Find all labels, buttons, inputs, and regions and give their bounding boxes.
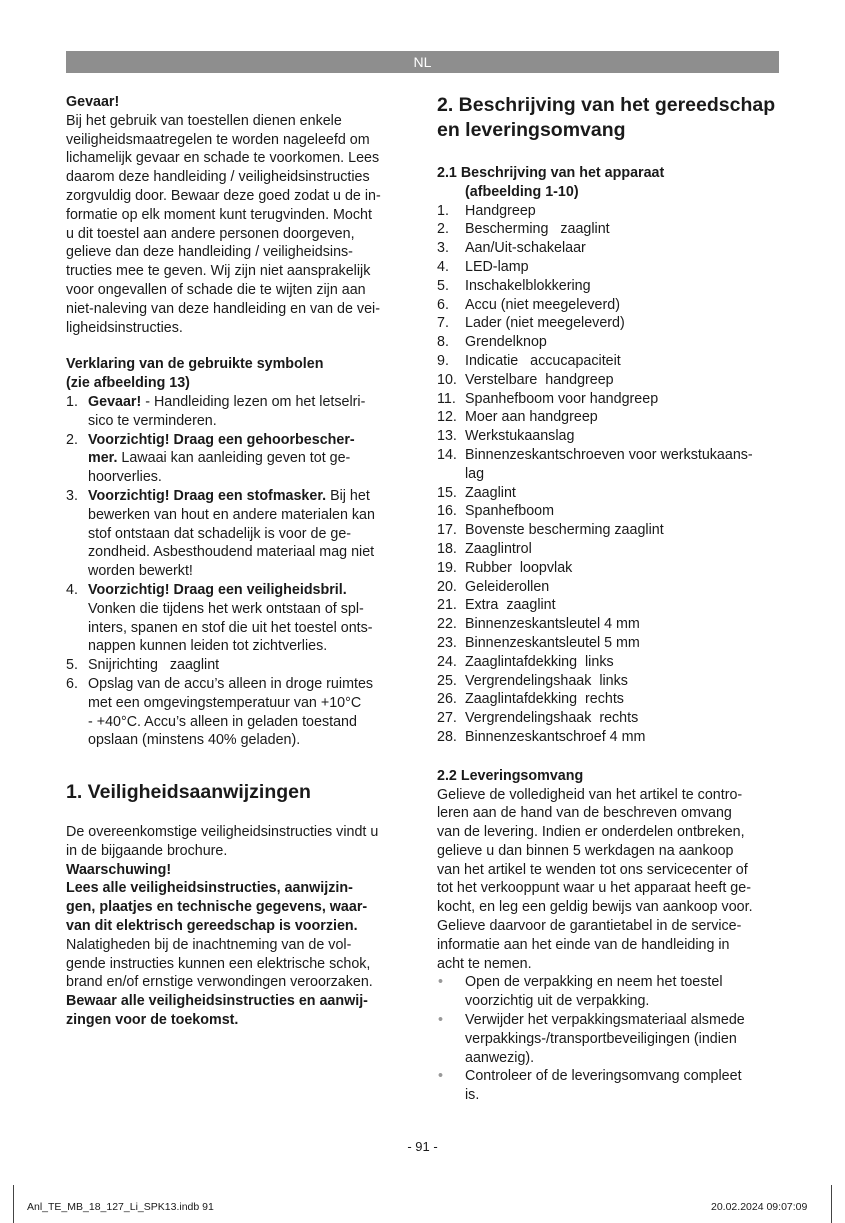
text-line: acht te nemen. (437, 955, 532, 972)
bullet-dot-icon: • (438, 974, 444, 991)
symbol-bold-text: mer. (88, 450, 118, 467)
page-number: - 91 - (407, 1139, 438, 1154)
part-label (465, 615, 782, 634)
part-number: 24. (437, 653, 457, 670)
bullet-item (437, 1067, 782, 1105)
symbol-bold-text: Gevaar! (88, 393, 142, 410)
part-label (465, 484, 782, 503)
text-line: niet-naleving van deze handleiding en van de vei- (66, 300, 380, 317)
part-label (465, 540, 782, 559)
part-number: 6. (437, 296, 449, 313)
part-label-line: Verstelbare handgreep (465, 371, 614, 388)
text-line: Nalatigheden bij de inachtneming van de vol- (66, 936, 352, 953)
part-label (465, 296, 782, 315)
part-number: 5. (437, 277, 449, 294)
part-label-line: Zaaglintafdekking rechts (465, 691, 624, 708)
danger-text (66, 112, 411, 338)
symbol-item (66, 675, 411, 750)
part-item (437, 653, 782, 672)
text-line: De overeenkomstige veiligheidsinstructies vindt u (66, 824, 379, 841)
part-number: 19. (437, 559, 457, 576)
symbol-text (88, 656, 411, 675)
text-line: en leveringsomvang (437, 119, 626, 141)
symbol-plain-text: - +40°C. Accu’s alleen in geladen toestand (88, 713, 357, 730)
part-label (465, 728, 782, 747)
section1-title: 1. Veiligheidsaanwijzingen (66, 781, 311, 804)
sub21-title (437, 164, 782, 202)
text-line: Gelieve de volledigheid van het artikel te contro- (437, 786, 743, 803)
bullet-text-line: Verwijder het verpakkingsmateriaal alsmede (465, 1012, 745, 1029)
part-item (437, 559, 782, 578)
bullet-text-line: Controleer of de leveringsomvang compleet (465, 1068, 742, 1085)
symbol-plain-text: Opslag van de accu’s alleen in droge ruimtes (88, 675, 374, 692)
symbol-plain-text: Lawaai kan aanleiding geven tot ge- (117, 450, 351, 467)
part-label (465, 427, 782, 446)
part-item (437, 709, 782, 728)
part-item (437, 277, 782, 296)
symbol-line (88, 412, 411, 431)
symbol-line (88, 581, 411, 600)
text-line: 2. Beschrijving van het gereedschap (437, 94, 776, 116)
symbol-plain-text: - Handleiding lezen om het letselri- (141, 393, 366, 410)
part-item (437, 446, 782, 484)
part-label (465, 446, 782, 484)
text-line: Verklaring van de gebruikte symbolen (66, 356, 324, 373)
bullet-text (465, 1011, 782, 1067)
sub22-text (437, 786, 782, 974)
part-label (465, 390, 782, 409)
text-line: brand en/of ernstige verwondingen veroorzaken. (66, 974, 373, 991)
part-number: 13. (437, 428, 457, 445)
part-item (437, 596, 782, 615)
symbols-title (66, 355, 411, 393)
symbol-item (66, 487, 411, 581)
part-label-line: Binnenzeskantsleutel 4 mm (465, 616, 640, 633)
part-item (437, 239, 782, 258)
bullet-text-line: verpakkings-/transportbeveiligingen (indien (465, 1030, 737, 1047)
keep-instructions-text (66, 992, 411, 1030)
part-label (465, 352, 782, 371)
crop-mark-left (13, 1185, 14, 1223)
part-number: 28. (437, 728, 457, 745)
left-column (66, 93, 411, 1030)
part-item (437, 390, 782, 409)
sub21-title-line: (afbeelding 1-10) (465, 183, 579, 200)
symbol-number: 3. (66, 487, 78, 504)
symbol-plain-text: nappen kunnen leiden tot zichtverlies. (88, 638, 328, 655)
part-label-line: Aan/Uit-schakelaar (465, 240, 586, 257)
danger-title: Gevaar! (66, 94, 120, 110)
text-line: van dit elektrisch gereedschap is voorzien. (66, 918, 358, 935)
text-line: leren aan de hand van de beschreven omvang (437, 805, 732, 822)
symbol-plain-text: stof ontstaan dat schadelijk is voor de ge- (88, 525, 352, 542)
symbol-bold-text: Voorzichtig! Draag een gehoorbescher- (88, 431, 355, 448)
part-label-line: Rubber loopvlak (465, 559, 573, 576)
symbol-line (88, 731, 411, 750)
part-item (437, 634, 782, 653)
part-label-line: Zaaglint (465, 484, 516, 501)
symbol-line (88, 393, 411, 412)
warning-text (66, 936, 411, 992)
text-line: gelieve u dan binnen 5 werkdagen na aankoop (437, 842, 734, 859)
bullet-item (437, 1011, 782, 1067)
text-line: Lees alle veiligheidsinstructies, aanwijzin- (66, 880, 353, 897)
part-label (465, 277, 782, 296)
bullets-list (437, 973, 782, 1105)
part-item (437, 220, 782, 239)
part-item (437, 333, 782, 352)
bullet-dot-icon: • (438, 1012, 444, 1029)
part-label (465, 408, 782, 427)
section1-intro (66, 823, 411, 861)
part-label (465, 709, 782, 728)
part-label (465, 314, 782, 333)
text-line: gende instructies kunnen een elektrische schok, (66, 955, 371, 972)
part-label (465, 239, 782, 258)
part-label-line: Bovenste bescherming zaaglint (465, 522, 664, 539)
part-number: 26. (437, 691, 457, 708)
part-item (437, 408, 782, 427)
part-label-line: Lader (niet meegeleverd) (465, 315, 625, 332)
symbol-number: 4. (66, 581, 78, 598)
symbol-plain-text: Vonken die tijdens het werk ontstaan of spl- (88, 600, 364, 617)
part-label-line: Indicatie accucapaciteit (465, 352, 621, 369)
part-number: 11. (437, 390, 456, 407)
text-line: zingen voor de toekomst. (66, 1012, 239, 1029)
bullet-text (465, 1067, 782, 1105)
part-label-line: Werkstukaanslag (465, 428, 575, 445)
symbol-number: 1. (66, 393, 78, 410)
part-item (437, 672, 782, 691)
part-label (465, 578, 782, 597)
symbol-text (88, 581, 411, 656)
symbol-plain-text: hoorverlies. (88, 469, 162, 486)
symbol-line (88, 619, 411, 638)
text-line: Bewaar alle veiligheidsinstructies en aanwij- (66, 993, 368, 1010)
part-number: 22. (437, 616, 457, 633)
part-label-line: Moer aan handgreep (465, 409, 598, 426)
bullet-text-line: Open de verpakking en neem het toestel (465, 974, 723, 991)
text-line: (zie afbeelding 13) (66, 375, 190, 392)
part-item (437, 371, 782, 390)
part-item (437, 258, 782, 277)
part-item (437, 484, 782, 503)
symbol-line (88, 449, 411, 468)
language-header-bar (66, 51, 779, 73)
symbol-plain-text: bewerken van hout en andere materialen kan (88, 506, 375, 523)
part-number: 18. (437, 540, 457, 557)
text-line: tructies mee te geven. Wij zijn niet aansprakelijk (66, 263, 371, 280)
sub22-title: 2.2 Leveringsomvang (437, 767, 584, 784)
part-number: 27. (437, 710, 457, 727)
part-label (465, 371, 782, 390)
part-label (465, 202, 782, 221)
symbol-bold-text: Voorzichtig! Draag een veiligheidsbril. (88, 581, 347, 598)
part-label-line: Grendelknop (465, 334, 547, 351)
bullet-text-line: is. (465, 1087, 480, 1104)
symbol-text (88, 431, 411, 487)
language-label: NL (413, 54, 432, 70)
symbol-line (88, 487, 411, 506)
bullet-text-line: aanwezig). (465, 1049, 535, 1066)
part-label-line: Zaaglintafdekking links (465, 653, 614, 670)
part-label (465, 672, 782, 691)
symbol-line (88, 543, 411, 562)
symbol-line (88, 637, 411, 656)
text-line: daarom deze handleiding / veiligheidsinstructies (66, 169, 370, 186)
part-label (465, 690, 782, 709)
symbol-bold-text: Voorzichtig! Draag een stofmasker. (88, 487, 327, 504)
part-label-line: Spanhefboom (465, 503, 555, 520)
part-label (465, 634, 782, 653)
warning-bold-text (66, 879, 411, 935)
symbol-plain-text: opslaan (minstens 40% geladen). (88, 732, 301, 749)
text-line: Gelieve daarvoor de garantietabel in de service- (437, 918, 742, 935)
part-label (465, 258, 782, 277)
symbol-number: 5. (66, 657, 78, 674)
part-label (465, 333, 782, 352)
text-line: veiligheidsmaatregelen te worden nageleefd om (66, 131, 370, 148)
part-label-line: Spanhefboom voor handgreep (465, 390, 659, 407)
symbol-line (88, 713, 411, 732)
part-number: 3. (437, 240, 449, 257)
warning-title: Waarschuwing! (66, 861, 172, 878)
part-label (465, 502, 782, 521)
text-line: in de bijgaande brochure. (66, 842, 228, 859)
text-line: ligheidsinstructies. (66, 319, 183, 336)
symbol-item (66, 431, 411, 487)
part-item (437, 578, 782, 597)
section2-title (437, 93, 782, 143)
part-number: 21. (437, 597, 457, 614)
part-number: 14. (437, 446, 457, 463)
part-number: 17. (437, 522, 457, 539)
part-item (437, 296, 782, 315)
part-number: 25. (437, 672, 457, 689)
text-line: Bij het gebruik van toestellen dienen enkele (66, 112, 342, 129)
part-label-line: Binnenzeskantsleutel 5 mm (465, 634, 640, 651)
text-line: van de levering. Indien er onderdelen ontbreken, (437, 824, 745, 841)
symbol-number: 2. (66, 431, 78, 448)
symbol-text (88, 487, 411, 581)
part-label-line: LED-lamp (465, 258, 529, 275)
symbol-line (88, 675, 411, 694)
part-number: 9. (437, 352, 449, 369)
text-line: lichamelijk gevaar en schade te voorkomen. Lees (66, 150, 380, 167)
symbol-line (88, 694, 411, 713)
part-number: 8. (437, 334, 449, 351)
symbol-text (88, 393, 411, 431)
print-date: 20.02.2024 09:07:09 (711, 1201, 808, 1213)
part-label-line: Vergrendelingshaak rechts (465, 710, 639, 727)
part-label-line: Zaaglintrol (465, 540, 532, 557)
part-number: 1. (437, 202, 449, 219)
part-label (465, 559, 782, 578)
part-number: 10. (437, 371, 457, 388)
text-line: informatie aan het einde van de handleiding in (437, 936, 730, 953)
bullet-text-line: voorzichtig uit de verpakking. (465, 993, 650, 1010)
part-label-line: Binnenzeskantschroeven voor werkstukaans- (465, 446, 753, 463)
part-label-line: Vergrendelingshaak links (465, 672, 628, 689)
part-label-line: Handgreep (465, 202, 536, 219)
parts-list (437, 202, 782, 747)
symbol-line (88, 562, 411, 581)
part-item (437, 427, 782, 446)
symbol-plain-text: worden bewerkt! (88, 563, 193, 580)
bullet-dot-icon: • (438, 1068, 444, 1085)
text-line: kocht, en leg een geldig bewijs van aankoop voor. (437, 899, 753, 916)
symbol-plain-text: Snijrichting zaaglint (88, 657, 220, 674)
text-line: voor ongevallen of schade die te wijten zijn aan (66, 281, 366, 298)
symbol-plain-text: inters, spanen en stof die uit het toestel onts- (88, 619, 373, 636)
part-number: 4. (437, 258, 449, 275)
symbol-line (88, 525, 411, 544)
text-line: formatie op elk moment kunt terugvinden. Mocht (66, 206, 372, 223)
symbol-plain-text: zondheid. Asbesthoudend materiaal mag niet (88, 544, 375, 561)
symbol-line (88, 656, 411, 675)
part-number: 20. (437, 578, 457, 595)
text-line: van het artikel te wenden tot ons servicecenter of (437, 861, 748, 878)
symbol-line (88, 468, 411, 487)
text-line: gen, plaatjes en technische gegevens, waar- (66, 899, 368, 916)
text-line: zorgvuldig door. Bewaar deze goed zodat u de in- (66, 187, 381, 204)
bullet-text (465, 973, 782, 1011)
text-line: u dit toestel aan andere personen doorgeven, (66, 225, 355, 242)
right-column (437, 93, 782, 1105)
symbol-item (66, 393, 411, 431)
part-item (437, 502, 782, 521)
sub21-title-line: 2.1 Beschrijving van het apparaat (437, 165, 665, 181)
part-label (465, 596, 782, 615)
symbol-plain-text: met een omgevingstemperatuur van +10°C (88, 694, 362, 711)
part-label (465, 220, 782, 239)
part-label-line: Bescherming zaaglint (465, 221, 610, 238)
symbol-text (88, 675, 411, 750)
part-item (437, 314, 782, 333)
part-item (437, 728, 782, 747)
symbol-plain-text: sico te verminderen. (88, 412, 217, 429)
symbol-line (88, 431, 411, 450)
bullet-item (437, 973, 782, 1011)
part-label-line: Inschakelblokkering (465, 277, 591, 294)
part-number: 7. (437, 315, 449, 332)
symbol-number: 6. (66, 675, 78, 692)
crop-mark-right (831, 1185, 832, 1223)
part-item (437, 615, 782, 634)
part-label-line: lag (465, 465, 485, 482)
text-line: gelieve dan deze handleiding / veiligheidsins- (66, 244, 353, 261)
part-number: 23. (437, 634, 457, 651)
symbol-item (66, 581, 411, 656)
part-number: 15. (437, 484, 457, 501)
part-label (465, 521, 782, 540)
part-item (437, 690, 782, 709)
text-line: tot het verkooppunt waar u het apparaat heeft ge- (437, 880, 751, 897)
symbol-line (88, 506, 411, 525)
part-label-line: Extra zaaglint (465, 597, 556, 614)
part-number: 2. (437, 221, 449, 238)
part-item (437, 352, 782, 371)
symbol-plain-text: Bij het (326, 487, 370, 504)
part-label-line: Accu (niet meegeleverd) (465, 296, 620, 313)
part-item (437, 521, 782, 540)
part-item (437, 202, 782, 221)
part-number: 12. (437, 409, 457, 426)
symbol-line (88, 600, 411, 619)
part-item (437, 540, 782, 559)
part-label (465, 653, 782, 672)
part-number: 16. (437, 503, 457, 520)
part-label-line: Geleiderollen (465, 578, 550, 595)
part-label-line: Binnenzeskantschroef 4 mm (465, 728, 646, 745)
symbol-item (66, 656, 411, 675)
symbols-list (66, 393, 411, 750)
file-name: Anl_TE_MB_18_127_Li_SPK13.indb 91 (27, 1201, 214, 1213)
